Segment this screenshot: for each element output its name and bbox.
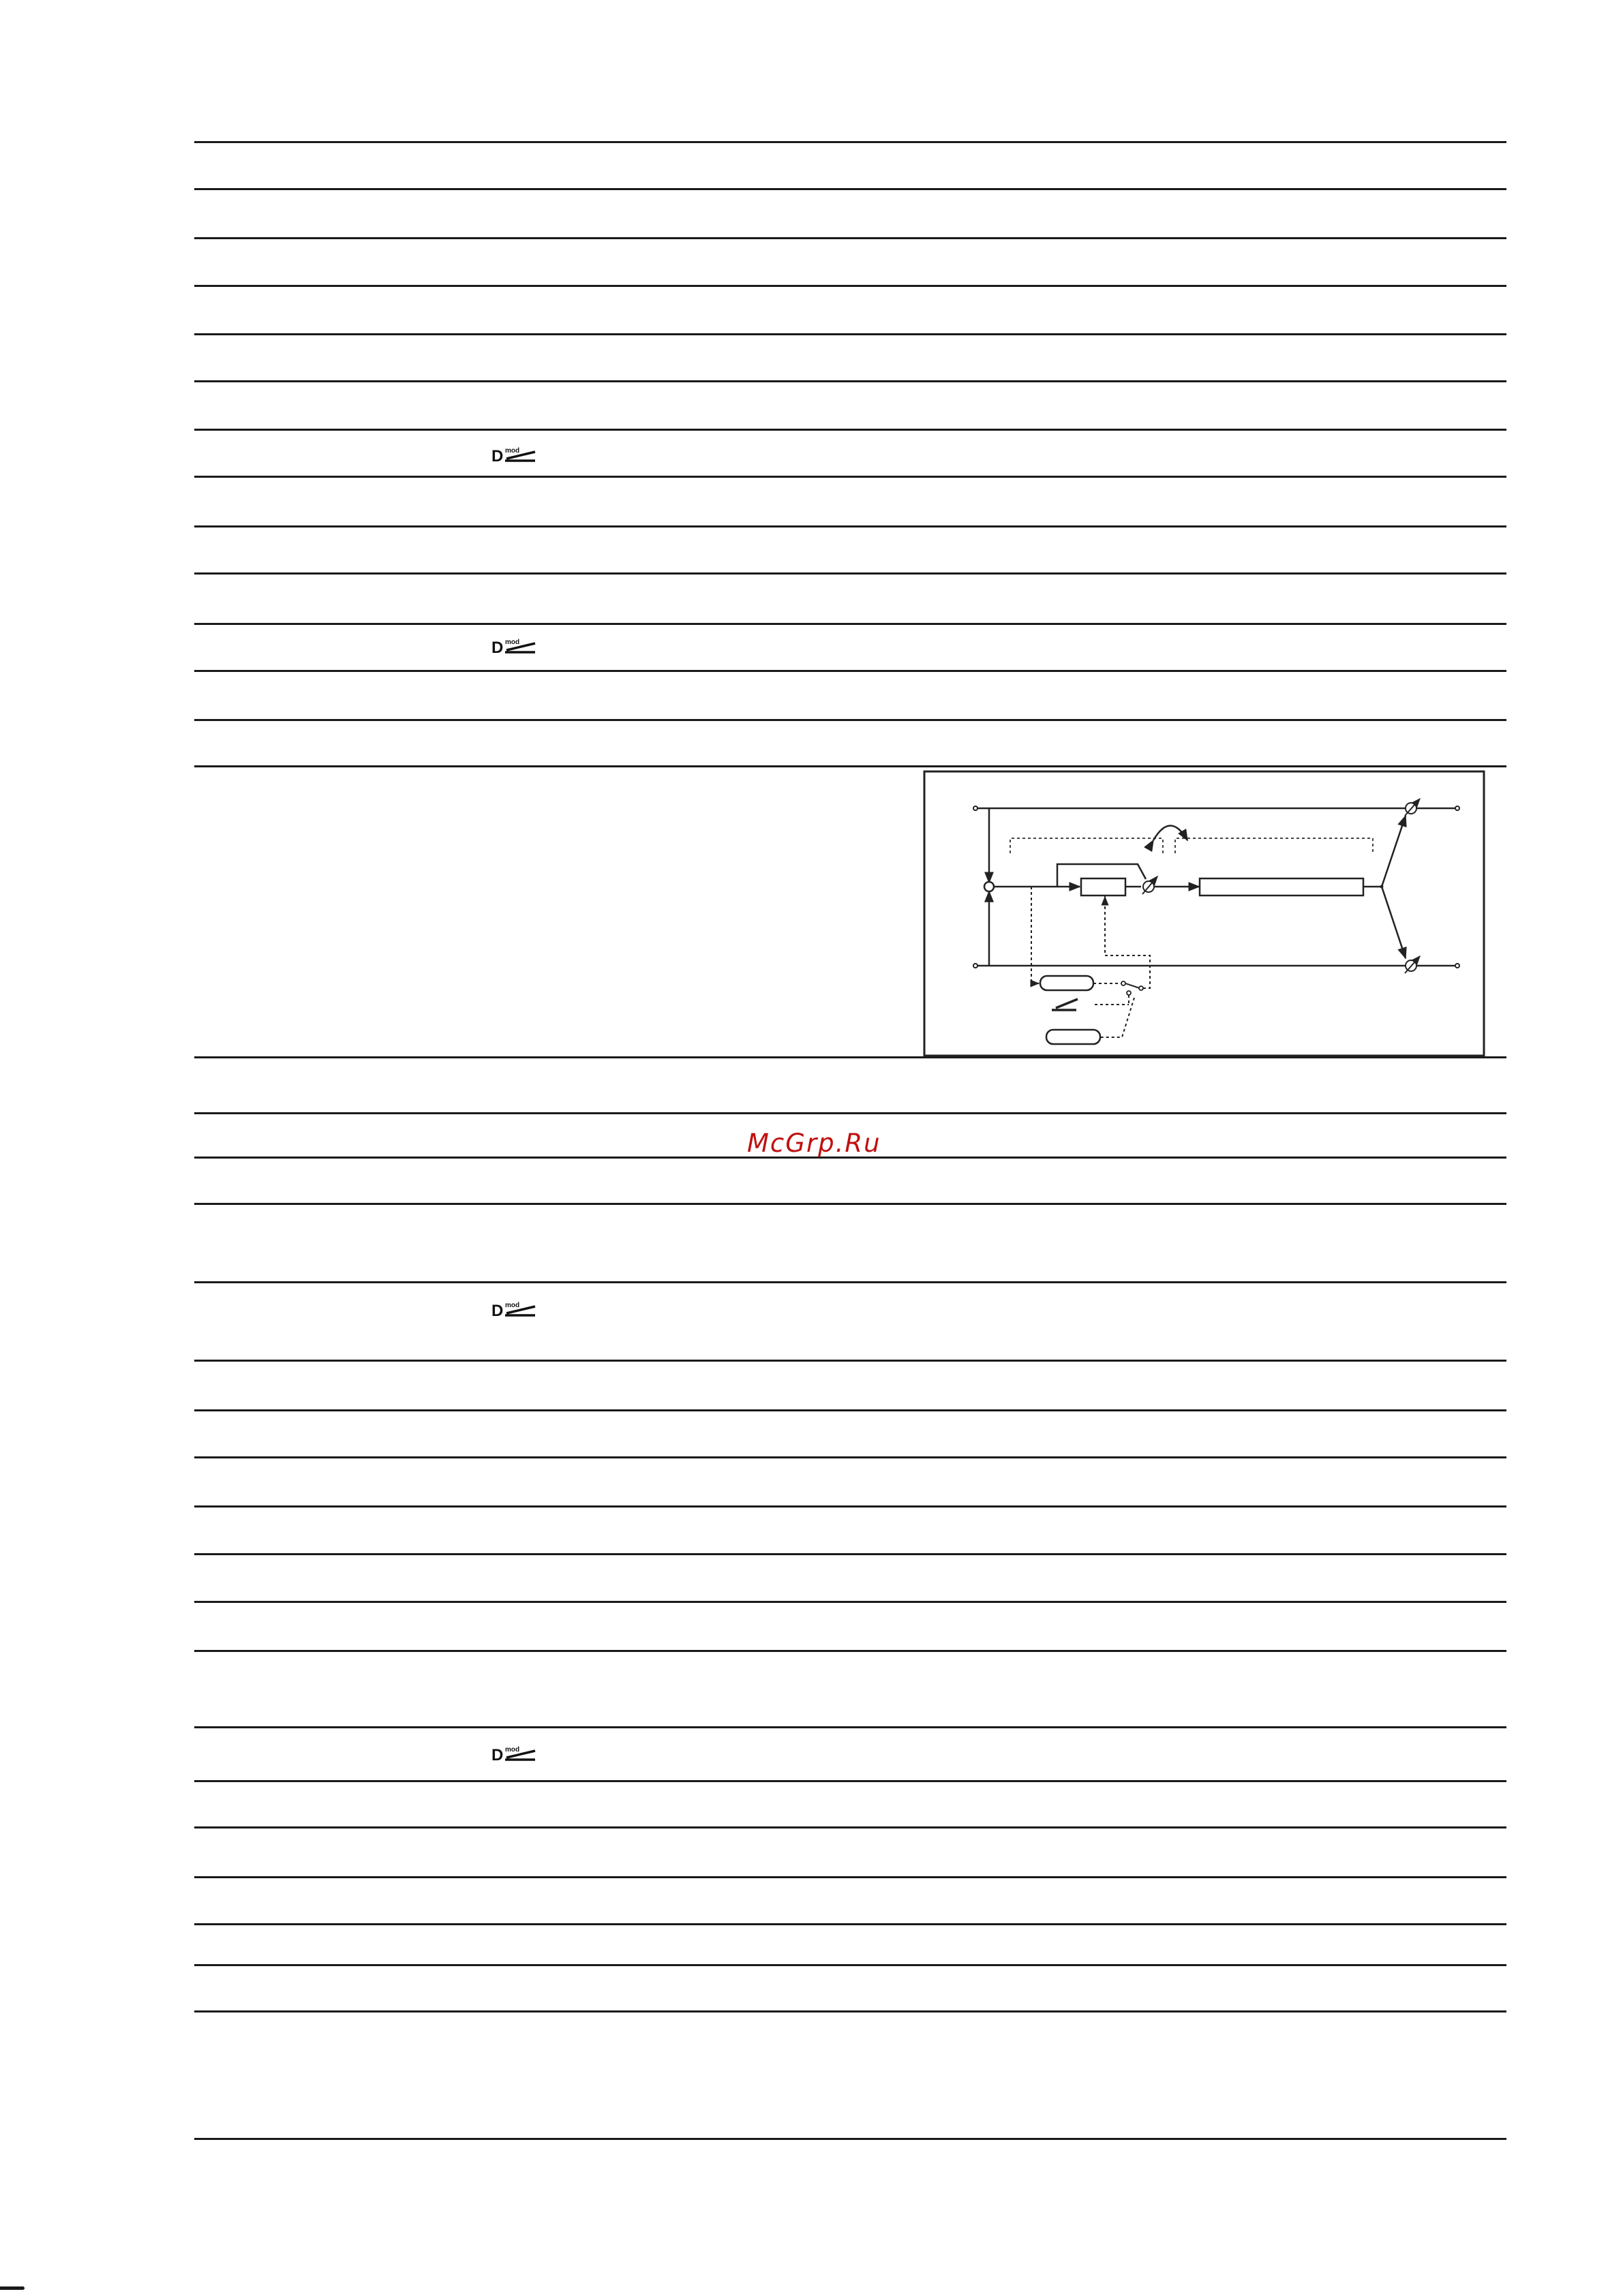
table-rule (194, 1964, 1506, 1966)
output-terminal-top (1455, 806, 1459, 810)
table-rule (194, 188, 1506, 190)
table-rule (194, 476, 1506, 478)
table-rule (194, 285, 1506, 287)
table-rule (194, 670, 1506, 672)
table-rule (194, 237, 1506, 239)
table-rule (194, 1726, 1506, 1728)
table-rule (194, 1505, 1506, 1507)
dmod-icon (491, 444, 536, 465)
table-rule (194, 141, 1506, 143)
svg-text:D: D (491, 447, 504, 465)
table-rule (194, 333, 1506, 335)
table-rule (194, 1876, 1506, 1878)
table-rule (194, 1409, 1506, 1411)
table-rule (194, 1553, 1506, 1555)
table-rule (194, 1360, 1506, 1362)
table-rule (194, 1826, 1506, 1828)
table-rule (194, 1601, 1506, 1603)
page-edge-mark (0, 2286, 25, 2290)
svg-text:mod: mod (505, 1746, 520, 1754)
watermark: McGrp.Ru (747, 1129, 881, 1158)
delay-block (1081, 878, 1125, 896)
table-rule (194, 2010, 1506, 2012)
filter-block (1200, 878, 1363, 896)
effect-block-diagram (923, 770, 1486, 1057)
svg-text:mod: mod (505, 1302, 520, 1309)
diagram-frame (924, 771, 1484, 1056)
dmod-icon (491, 1299, 536, 1319)
input-terminal-top (973, 806, 977, 810)
table-rule (194, 1112, 1506, 1114)
table-rule (194, 2138, 1506, 2140)
dmod-icon (491, 636, 536, 656)
envelope-block (1040, 976, 1093, 990)
svg-text:D: D (491, 639, 504, 656)
table-rule (194, 623, 1506, 625)
input-terminal-bottom (973, 964, 977, 968)
lfo-block (1046, 1030, 1100, 1044)
bracket-right (1175, 838, 1373, 853)
table-rule (194, 525, 1506, 527)
table-rule (194, 765, 1506, 767)
table-rule (194, 719, 1506, 721)
table-rule (194, 380, 1506, 382)
table-rule (194, 1650, 1506, 1652)
table-rule (194, 1923, 1506, 1925)
table-rule (194, 1203, 1506, 1205)
table-rule (194, 572, 1506, 575)
dmod-small-icon (1052, 999, 1078, 1010)
dmod-icon (491, 1743, 536, 1764)
svg-text:D: D (491, 1302, 504, 1319)
svg-text:D: D (491, 1746, 504, 1764)
output-terminal-bottom (1455, 964, 1459, 968)
table-rule (194, 1281, 1506, 1283)
mixer-node (984, 882, 994, 891)
table-rule (194, 1456, 1506, 1458)
table-rule (194, 429, 1506, 431)
svg-text:mod: mod (505, 447, 520, 455)
svg-text:mod: mod (505, 639, 520, 646)
table-rule (194, 1780, 1506, 1782)
bracket-left (1010, 838, 1163, 853)
